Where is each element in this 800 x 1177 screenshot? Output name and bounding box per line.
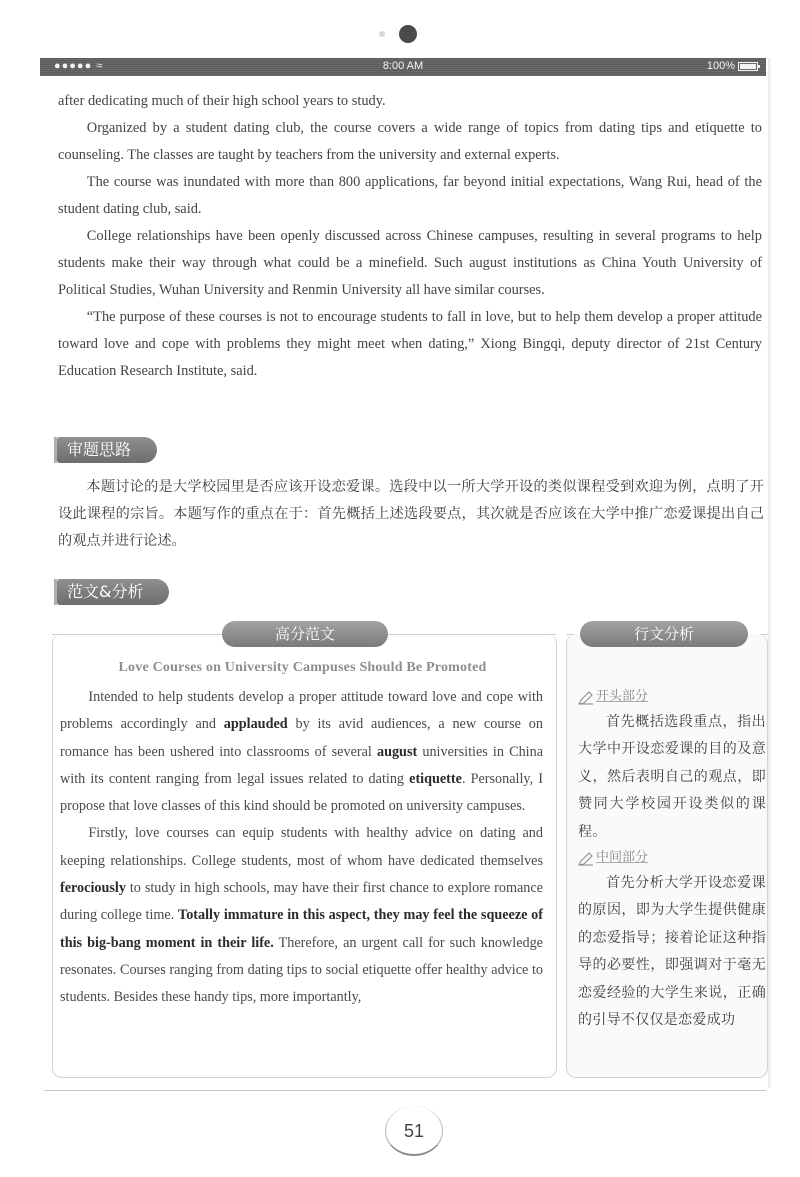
footer-divider bbox=[44, 1090, 766, 1091]
signal-dots: ●●●●● bbox=[54, 60, 97, 72]
passage-paragraph-4: College relationships have been openly discussed across Chinese campuses, resulting in several programs to help students make their way through what could be a minefield. Such august institutions as China Youth University of Political Studies, Wuhan University and Renmin University all have similar courses. bbox=[58, 228, 762, 298]
device-camera bbox=[0, 24, 800, 46]
passage-paragraph-5: “The purpose of these courses is not to encourage students to fall in love, but to help them develop a proper attitude toward love and cope with problems they might meet when dating,” Xiong Bingqi, deputy director of 21st Century Education Research Institute, said. bbox=[58, 309, 762, 379]
section-tag-model-essay: 范文&分析 bbox=[57, 579, 169, 605]
essay-text: Intended to help students develop a proper attitude toward love and cope with problems accordingly and bbox=[60, 689, 543, 733]
essay-bold-term: applauded bbox=[223, 716, 288, 733]
battery-indicator bbox=[707, 60, 758, 72]
wifi-icon: ≈ bbox=[96, 60, 104, 72]
passage-paragraph-1: after dedicating much of their high school years to study. bbox=[58, 93, 386, 109]
analysis-text-middle: 首先分析大学开设恋爱课的原因，即为大学生提供健康的恋爱指导；接着论证这种指导的必要性，即强调对于毫无恋爱经验的大学生来说，正确的引导不仅仅是恋爱成功 bbox=[578, 875, 766, 1029]
essay-bold-term: ferociously bbox=[60, 880, 126, 897]
page-number: 51 bbox=[385, 1106, 443, 1156]
analysis-column bbox=[578, 685, 766, 1034]
essay-bold-term: etiquette bbox=[409, 770, 462, 787]
analysis-heading-opening bbox=[578, 685, 766, 709]
essay-text: Firstly, love courses can equip students with healthy advice on dating and keeping relationships. College students, most of whom have dedicated themselves bbox=[60, 825, 543, 869]
essay-text: by its avid audiences, a new course on romance has been ushered into classrooms of several bbox=[60, 716, 543, 760]
sensor-dot-icon bbox=[379, 31, 385, 37]
page-number-badge bbox=[385, 1106, 443, 1156]
status-time: 8:00 AM bbox=[382, 60, 424, 72]
model-essay-text bbox=[60, 684, 543, 1012]
approach-text: 本题讨论的是大学校园里是否应该开设恋爱课。选段中以一所大学开设的类似课程受到欢迎为例，点明了开设此课程的宗旨。本题写作的重点在于：首先概括上述选段要点，其次就是否应该在大学中推广恋爱课提出自己的观点并进行论述。 bbox=[58, 479, 764, 549]
battery-fill bbox=[740, 64, 756, 69]
essay-paragraph-1 bbox=[60, 684, 543, 820]
essay-bold-term: august bbox=[376, 743, 418, 760]
passage-paragraph-3: The course was inundated with more than 800 applications, far beyond initial expectations, Wang Rui, head of the student dating club, said. bbox=[58, 174, 762, 217]
passage-paragraph-2: Organized by a student dating club, the course covers a wide range of topics from dating tips and etiquette to counseling. The classes are taught by teachers from the university and external experts. bbox=[58, 120, 762, 163]
essay-text: universities in China with its content ranging from legal issues related to dating bbox=[60, 743, 543, 787]
analysis-heading-middle bbox=[578, 846, 766, 870]
essay-paragraph-2 bbox=[60, 820, 543, 1011]
analysis-heading-text: 开头部分 bbox=[596, 689, 649, 704]
battery-text: 100% bbox=[706, 60, 735, 72]
analysis-heading-text: 中间部分 bbox=[596, 850, 649, 866]
model-essay-label: 高分范文 bbox=[222, 621, 388, 647]
pencil-icon bbox=[578, 851, 594, 865]
battery-icon bbox=[738, 62, 758, 71]
status-bar bbox=[40, 58, 766, 76]
section-tag-analysis-approach: 审题思路 bbox=[57, 437, 157, 463]
approach-text-block bbox=[58, 474, 764, 555]
essay-text: to study in high schools, may have their first chance to explore romance during college time. bbox=[60, 880, 543, 924]
essay-title: Love Courses on University Campuses Should Be Promoted bbox=[118, 660, 487, 675]
analysis-text-opening: 首先概括选段重点，指出大学中开设恋爱课的目的及意义，然后表明自己的观点，即赞同大学校园开设类似的课程。 bbox=[578, 714, 766, 840]
essay-text: . Personally, I propose that love classes of this kind should be promoted on university campuses. bbox=[60, 770, 543, 815]
analysis-label: 行文分析 bbox=[580, 621, 748, 647]
reading-passage bbox=[58, 88, 762, 385]
pencil-icon bbox=[578, 690, 594, 704]
camera-lens-icon bbox=[399, 25, 417, 43]
essay-bold-sentence: Totally immature in this aspect, they may feel the squeeze of this big-bang moment in their life. bbox=[60, 907, 543, 951]
page-edge-shadow bbox=[768, 58, 772, 1088]
essay-text: Therefore, an urgent call for such knowledge resonates. Courses ranging from dating tips to social etiquette offer healthy advice to students. Besides these handy tips, more importantly, bbox=[60, 934, 543, 1006]
